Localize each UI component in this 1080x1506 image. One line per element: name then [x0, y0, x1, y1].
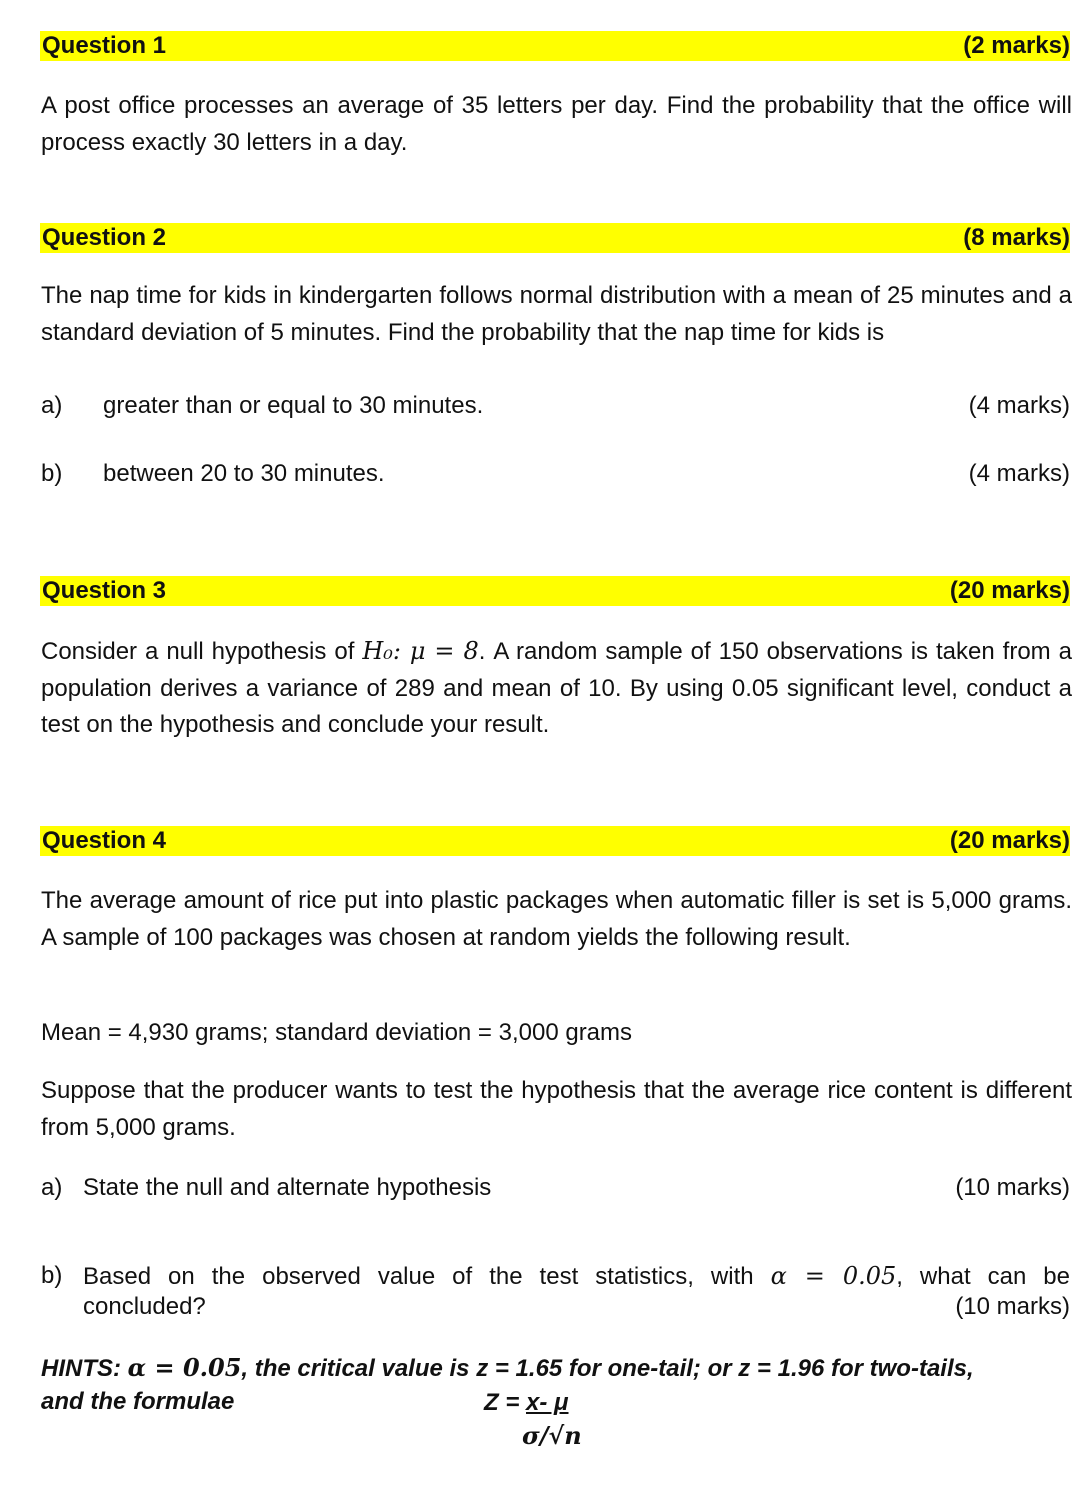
- question-2-text: The nap time for kids in kindergarten follows normal distribution with a mean of 25 minutes and a standard deviation of 5 minutes. Find the probability that the nap time for kids is: [41, 282, 1072, 346]
- null-hypothesis-expression: H₀: μ = 8: [362, 637, 479, 665]
- question-4-text: The average amount of rice put into plastic packages when automatic filler is set is 5,000 grams. A sample of 100 packages was chosen at random yields the following result.: [41, 887, 1072, 951]
- question-2-part-b-marks: (4 marks): [968, 460, 1070, 487]
- question-4-part-b-text-after: , what can be: [896, 1263, 1071, 1290]
- question-4-part-a-marks: (10 marks): [955, 1174, 1070, 1201]
- question-1-text: A post office processes an average of 35 letters per day. Find the probability that the office will process exactly 30 letters in a day.: [41, 92, 1072, 156]
- hints-prefix: HINTS:: [41, 1355, 128, 1382]
- question-3-text-before: Consider a null hypothesis of: [41, 638, 363, 665]
- question-2-part-a-text: greater than or equal to 30 minutes.: [103, 392, 484, 419]
- question-2-part-b-text: between 20 to 30 minutes.: [103, 460, 385, 487]
- question-3-header-bar: [40, 576, 1070, 606]
- question-3-text: [41, 633, 1072, 744]
- question-4-part-a-text: State the null and alternate hypothesis: [83, 1174, 492, 1201]
- question-4-part-b-text-before: Based on the observed value of the test statistics, with: [83, 1263, 771, 1290]
- z-formula: [484, 1388, 569, 1418]
- question-2-part-a-marks: (4 marks): [968, 392, 1070, 419]
- question-4-part-b-label: b): [41, 1262, 63, 1289]
- hints-alpha: α = 0.05: [127, 1353, 242, 1382]
- question-1-title: Question 1: [42, 32, 167, 59]
- question-2-header-bar: [40, 223, 1070, 253]
- question-4-part-b-line-2: concluded?: [83, 1293, 206, 1320]
- question-2-part-a-label: a): [41, 392, 63, 419]
- question-4-header-bar: [40, 826, 1070, 856]
- formula-lhs: Z =: [484, 1389, 527, 1416]
- formula-numerator: x- μ: [526, 1389, 569, 1416]
- question-1-marks: (2 marks): [963, 32, 1070, 59]
- formula-denominator: σ/√n: [522, 1421, 582, 1450]
- hints-line-1: [41, 1353, 974, 1384]
- question-3-text-after: . A random sample of 150 observations is taken from a population derives a variance of 289 and mean of 10. By using 0.05 significant level, conduct a test on the hypothesis and conclude your result.: [41, 638, 1072, 738]
- question-4-part-a-label: a): [41, 1174, 63, 1201]
- question-2-part-b-label: b): [41, 460, 63, 487]
- alpha-expression: α = 0.05: [770, 1262, 897, 1290]
- hints-line-1-rest: , the critical value is z = 1.65 for one-tail; or z = 1.96 for two-tails,: [241, 1355, 974, 1382]
- question-4-part-b-text: [83, 1261, 1070, 1292]
- question-4-title: Question 4: [42, 827, 167, 854]
- hints-line-2: and the formulae: [41, 1388, 235, 1415]
- question-4-text-2: Suppose that the producer wants to test the hypothesis that the average rice content is different from 5,000 grams.: [41, 1077, 1072, 1141]
- question-3-marks: (20 marks): [949, 577, 1070, 604]
- question-4-part-b-marks: (10 marks): [955, 1293, 1070, 1320]
- question-2-marks: (8 marks): [963, 224, 1070, 251]
- question-1-header-bar: [40, 31, 1070, 61]
- question-2-title: Question 2: [42, 224, 167, 251]
- question-4-marks: (20 marks): [949, 827, 1070, 854]
- question-4-stats: Mean = 4,930 grams; standard deviation = 3,000 grams: [41, 1019, 633, 1046]
- question-3-title: Question 3: [42, 577, 167, 604]
